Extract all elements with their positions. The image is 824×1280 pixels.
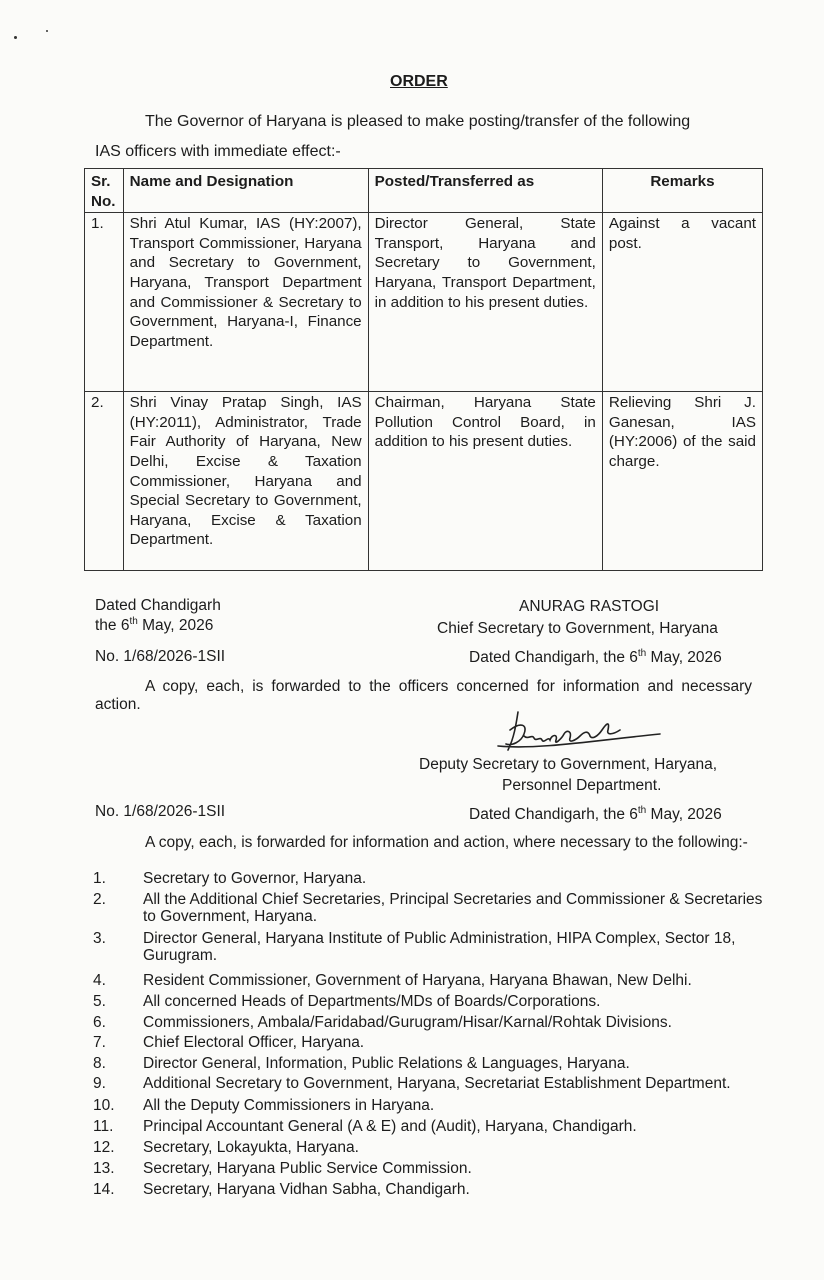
list-item: 4. Resident Commissioner, Government of Haryana, Haryana Bhawan, New Delhi. [93, 972, 692, 989]
signatory-designation: Chief Secretary to Government, Haryana [437, 620, 718, 637]
recipients-list [93, 870, 763, 1198]
list-item: 10. All the Deputy Commissioners in Haryana. [93, 1097, 435, 1114]
list-item: 2. All the Additional Chief Secretaries, Principal Secretaries and Commissioner & Secretaries to Government, Haryana. [93, 891, 763, 925]
list-item: 8. Director General, Information, Public Relations & Languages, Haryana. [93, 1055, 630, 1072]
copy1-dated: Dated Chandigarh, the 6th May, 2026 [469, 647, 722, 666]
list-item: 5. All concerned Heads of Departments/MDs of Boards/Corporations. [93, 993, 601, 1010]
header-remarks: Remarks [602, 169, 762, 213]
copy2-text: A copy, each, is forwarded for information and action, where necessary to the following:- [145, 834, 748, 851]
list-item: 1. Secretary to Governor, Haryana. [93, 870, 367, 887]
row-posted: Chairman, Haryana State Pollution Control Board, in addition to his present duties. [368, 392, 602, 571]
list-item: 13. Secretary, Haryana Public Service Commission. [93, 1160, 472, 1177]
scan-speck [14, 36, 17, 39]
order-title: ORDER [390, 73, 448, 90]
list-item: 6. Commissioners, Ambala/Faridabad/Gurugram/Hisar/Karnal/Rohtak Divisions. [93, 1014, 672, 1031]
table-header-row [85, 169, 763, 213]
copy1-text: A copy, each, is forwarded to the officers concerned for information and necessary action. [95, 678, 752, 713]
copy1-number: No. 1/68/2026-1SII [95, 648, 226, 665]
row-remarks: Relieving Shri J. Ganesan, IAS (HY:2006) of the said charge. [602, 392, 762, 571]
row-name-designation: Shri Vinay Pratap Singh, IAS (HY:2011), Administrator, Trade Fair Authority of Haryana, New Delhi, Excise & Taxation Commissioner, Haryana and Special Secretary to Government, Haryana, Excise & Taxation Department. [123, 392, 368, 571]
copy1-signatory-line2: Personnel Department. [502, 777, 662, 794]
scan-speck [46, 30, 48, 32]
list-item: 14. Secretary, Haryana Vidhan Sabha, Chandigarh. [93, 1181, 470, 1198]
table-row [85, 392, 763, 571]
copy1-signatory-line1: Deputy Secretary to Government, Haryana, [419, 756, 718, 773]
intro-line-1: The Governor of Haryana is pleased to make posting/transfer of the following [145, 113, 691, 130]
header-name-designation: Name and Designation [123, 169, 368, 213]
header-posted-transferred: Posted/Transferred as [368, 169, 602, 213]
dated-place: Dated Chandigarh [95, 597, 221, 614]
list-item: 12. Secretary, Lokayukta, Haryana. [93, 1139, 359, 1156]
row-posted: Director General, State Transport, Haryana and Secretary to Government, Haryana, Transport Department, in addition to his present duties. [368, 213, 602, 392]
row-remarks: Against a vacant post. [602, 213, 762, 392]
dated-date: the 6th May, 2026 [95, 615, 214, 634]
header-sr-no: Sr. No. [85, 169, 124, 213]
signatory-name: ANURAG RASTOGI [519, 598, 660, 615]
table-row [85, 213, 763, 392]
list-item: 9. Additional Secretary to Government, Haryana, Secretariat Establishment Department. [93, 1075, 731, 1092]
row-sr: 1. [85, 213, 124, 392]
list-item: 11. Principal Accountant General (A & E) and (Audit), Haryana, Chandigarh. [93, 1118, 637, 1135]
posting-table [84, 168, 763, 571]
copy2-dated: Dated Chandigarh, the 6th May, 2026 [469, 804, 722, 823]
copy2-number: No. 1/68/2026-1SII [95, 803, 226, 820]
row-sr: 2. [85, 392, 124, 571]
intro-line-2: IAS officers with immediate effect:- [95, 143, 341, 160]
row-name-designation: Shri Atul Kumar, IAS (HY:2007), Transport Commissioner, Haryana and Secretary to Government, Haryana, Transport Department and Commissioner & Secretary to Government, Haryana-I, Finance Department. [123, 213, 368, 392]
list-item: 3. Director General, Haryana Institute of Public Administration, HIPA Complex, Sector 18, Gurugram. [93, 930, 736, 964]
list-item: 7. Chief Electoral Officer, Haryana. [93, 1034, 365, 1051]
